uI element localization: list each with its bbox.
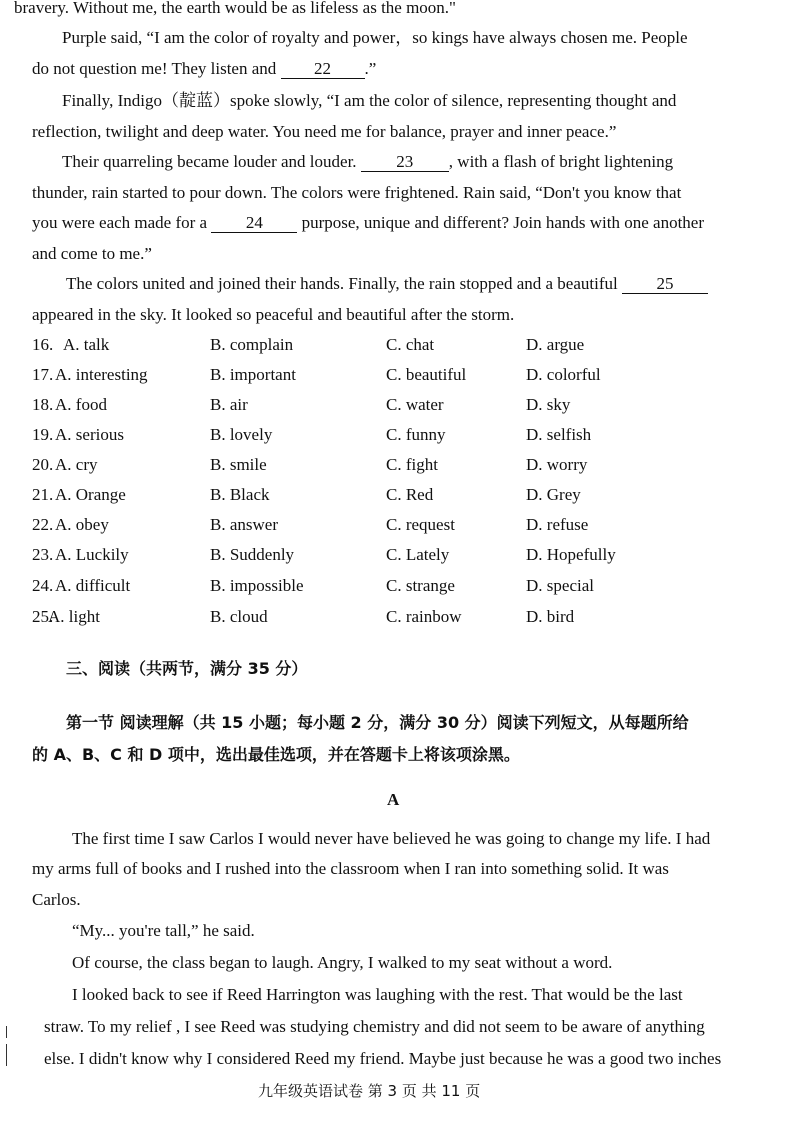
option-a[interactable]: A. Luckily <box>55 545 129 564</box>
section-3-instruction-line-1: 第一节 阅读理解（共 15 小题；每小题 2 分，满分 30 分）阅读下列短文，从每题所给 <box>66 713 689 732</box>
passage-line-6: Their quarreling became louder and louder. 23 , with a flash of bright lightening <box>62 152 674 171</box>
option-c[interactable]: C. water <box>386 395 444 414</box>
option-d[interactable]: D. special <box>526 576 594 595</box>
option-d[interactable]: D. Hopefully <box>526 545 616 564</box>
page-footer: 九年级英语试卷 第 3 页 共 11 页 <box>258 1082 481 1100</box>
option-b[interactable]: B. smile <box>210 455 267 474</box>
option-b[interactable]: B. Black <box>210 485 270 504</box>
passage-line-3: do not question me! They listen and 22 .” <box>32 59 377 78</box>
option-b[interactable]: B. important <box>210 365 296 384</box>
option-a[interactable]: A. serious <box>55 425 124 444</box>
question-number: 20. <box>32 455 54 474</box>
passage-a-line-5: Of course, the class began to laugh. Angry, I walked to my seat without a word. <box>72 953 613 972</box>
option-c[interactable]: C. strange <box>386 576 455 595</box>
passage-line-2: Purple said, “I am the color of royalty and power，so kings have always chosen me. People <box>62 28 688 47</box>
option-d[interactable]: D. refuse <box>526 515 589 534</box>
option-d[interactable]: D. Grey <box>526 485 581 504</box>
option-d[interactable]: D. argue <box>526 335 585 354</box>
option-b[interactable]: B. answer <box>210 515 278 534</box>
question-number: 23. <box>32 545 54 564</box>
option-a[interactable]: A. interesting <box>55 365 148 384</box>
option-a[interactable]: A. food <box>55 395 107 414</box>
question-number: 18. <box>32 395 54 414</box>
option-d[interactable]: D. worry <box>526 455 588 474</box>
option-c[interactable]: C. fight <box>386 455 438 474</box>
option-c[interactable]: C. beautiful <box>386 365 467 384</box>
option-a[interactable]: A. obey <box>55 515 109 534</box>
passage-a-line-7: straw. To my relief , I see Reed was studying chemistry and did not seem to be aware of anything <box>44 1017 705 1036</box>
section-3-instruction-line-2: 的 A、B、C 和 D 项中，选出最佳选项，并在答题卡上将该项涂黑。 <box>32 745 520 764</box>
passage-line-11: appeared in the sky. It looked so peaceful and beautiful after the storm. <box>32 305 515 324</box>
passage-line-5: reflection, twilight and deep water. You need me for balance, prayer and inner peace.” <box>32 122 617 141</box>
option-c[interactable]: C. Red <box>386 485 434 504</box>
passage-line-1: bravery. Without me, the earth would be as lifeless as the moon." <box>14 0 456 17</box>
passage-line-7: thunder, rain started to pour down. The colors were frightened. Rain said, “Don't you know that <box>32 183 682 202</box>
question-number: 22. <box>32 515 54 534</box>
passage-a-line-4: “My... you're tall,” he said. <box>72 921 255 940</box>
option-d[interactable]: D. sky <box>526 395 571 414</box>
blank-25: 25 <box>622 275 708 294</box>
option-c[interactable]: C. Lately <box>386 545 450 564</box>
passage-line-10: The colors united and joined their hands. Finally, the rain stopped and a beautiful 25 <box>66 273 708 295</box>
option-d[interactable]: D. colorful <box>526 365 601 384</box>
option-row-21 <box>32 483 772 507</box>
option-d[interactable]: D. bird <box>526 607 575 626</box>
passage-a-line-6: I looked back to see if Reed Harrington was laughing with the rest. That would be the last <box>72 985 683 1004</box>
blank-22: 22 <box>281 60 365 79</box>
option-a[interactable]: A. talk <box>63 335 110 354</box>
option-row-24 <box>32 574 772 598</box>
option-a[interactable]: A. Orange <box>55 485 126 504</box>
option-row-18 <box>32 393 772 417</box>
question-number: 24. <box>32 576 54 595</box>
question-number: 25. <box>32 607 54 626</box>
question-number: 16. <box>32 335 54 354</box>
question-number: 19. <box>32 425 54 444</box>
margin-mark <box>6 1044 7 1066</box>
option-b[interactable]: B. cloud <box>210 607 268 626</box>
option-row-20 <box>32 453 772 477</box>
question-number: 21. <box>32 485 54 504</box>
passage-a-line-1: The first time I saw Carlos I would never have believed he was going to change my life. I had <box>72 829 711 848</box>
passage-line-9: and come to me.” <box>32 244 152 263</box>
passage-a-line-2: my arms full of books and I rushed into the classroom when I ran into something solid. It was <box>32 859 669 878</box>
option-row-25 <box>32 605 772 629</box>
option-c[interactable]: C. funny <box>386 425 446 444</box>
option-row-22 <box>32 513 772 537</box>
blank-23: 23 <box>361 153 449 172</box>
option-b[interactable]: B. impossible <box>210 576 304 595</box>
passage-a-label: A <box>387 790 400 809</box>
section-3-heading: 三、阅读（共两节，满分 35 分） <box>66 659 308 678</box>
option-d[interactable]: D. selfish <box>526 425 592 444</box>
option-b[interactable]: B. lovely <box>210 425 273 444</box>
passage-a-line-8: else. I didn't know why I considered Reed my friend. Maybe just because he was a good two inches <box>44 1049 722 1068</box>
passage-line-8: you were each made for a 24 purpose, unique and different? Join hands with one another <box>32 213 704 232</box>
option-row-23 <box>32 543 772 567</box>
option-b[interactable]: B. complain <box>210 335 294 354</box>
option-b[interactable]: B. Suddenly <box>210 545 295 564</box>
question-number: 17. <box>32 365 54 384</box>
passage-line-4: Finally, Indigo（靛蓝）spoke slowly, “I am the color of silence, representing thought and <box>62 91 677 110</box>
option-row-17 <box>32 363 772 387</box>
option-a[interactable]: A. difficult <box>55 576 131 595</box>
option-a[interactable]: A. cry <box>55 455 98 474</box>
passage-a-line-3: Carlos. <box>32 890 81 909</box>
blank-24: 24 <box>211 214 297 233</box>
margin-mark <box>6 1026 7 1038</box>
option-c[interactable]: C. request <box>386 515 455 534</box>
option-row-16 <box>32 333 772 357</box>
option-b[interactable]: B. air <box>210 395 248 414</box>
option-a[interactable]: A. light <box>48 607 100 626</box>
option-c[interactable]: C. rainbow <box>386 607 462 626</box>
option-c[interactable]: C. chat <box>386 335 435 354</box>
option-row-19 <box>32 423 772 447</box>
